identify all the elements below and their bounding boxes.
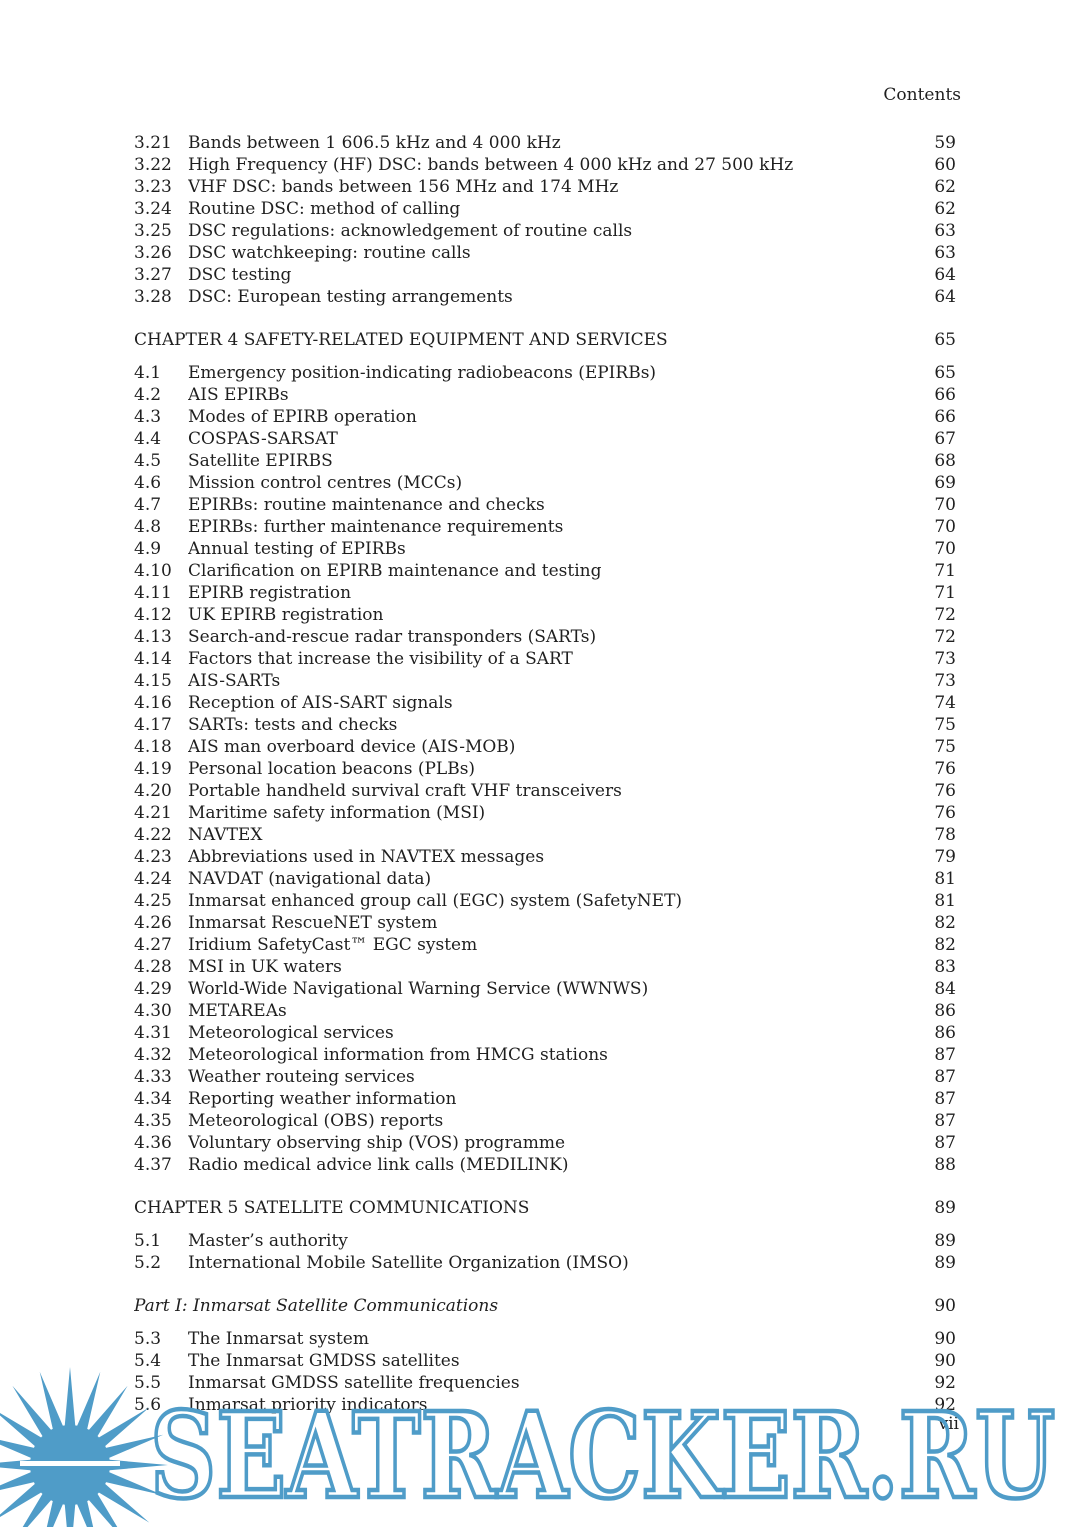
- chapter-heading: [134, 329, 956, 351]
- section-number: 3.22: [134, 155, 172, 175]
- chapter-heading: [134, 1197, 956, 1219]
- page-ref: 92: [934, 1395, 956, 1415]
- section-number: 4.29: [134, 979, 172, 999]
- toc-entry: [134, 912, 956, 934]
- section-title: DSC regulations: acknowledgement of routine calls: [188, 221, 633, 241]
- toc-entry: [134, 780, 956, 802]
- section-title: International Mobile Satellite Organization (IMSO): [188, 1253, 629, 1273]
- toc-entry: [134, 198, 956, 220]
- page-ref: 70: [934, 539, 956, 559]
- page-ref: 76: [934, 803, 956, 823]
- page-ref: 59: [934, 133, 956, 153]
- page-ref: 92: [934, 1373, 956, 1393]
- section-title: AIS EPIRBs: [188, 385, 289, 405]
- toc-entry: [134, 264, 956, 286]
- section-title: Radio medical advice link calls (MEDILINK): [188, 1155, 569, 1175]
- section-number: 4.24: [134, 869, 172, 889]
- section-number: 4.11: [134, 583, 172, 603]
- section-title: Inmarsat GMDSS satellite frequencies: [188, 1373, 520, 1393]
- section-number: 3.28: [134, 287, 172, 307]
- section-number: 4.3: [134, 407, 162, 427]
- sunburst-icon: [0, 1367, 168, 1527]
- section-number: 4.12: [134, 605, 172, 625]
- page-ref: 72: [934, 605, 956, 625]
- section-number: 4.17: [134, 715, 172, 735]
- section-number: 4.32: [134, 1045, 172, 1065]
- toc-entry: [134, 670, 956, 692]
- section-number: 4.16: [134, 693, 172, 713]
- toc-entry: [134, 384, 956, 406]
- section-number: 3.24: [134, 199, 172, 219]
- section-number: 4.10: [134, 561, 172, 581]
- section-title: Portable handheld survival craft VHF transceivers: [188, 781, 622, 801]
- section-title: Maritime safety information (MSI): [188, 803, 486, 823]
- section-number: 3.21: [134, 133, 172, 153]
- section-number: 4.7: [134, 495, 162, 515]
- page-ref: 81: [934, 869, 956, 889]
- toc-entry: [134, 286, 956, 308]
- section-title: Inmarsat RescueNET system: [188, 913, 438, 933]
- page-ref: 63: [934, 221, 956, 241]
- section-number: 4.23: [134, 847, 172, 867]
- section-title: Modes of EPIRB operation: [188, 407, 417, 427]
- toc-entry: [134, 472, 956, 494]
- section-title: Personal location beacons (PLBs): [188, 759, 476, 779]
- toc-entry: [134, 176, 956, 198]
- section-number: 4.37: [134, 1155, 172, 1175]
- page-ref: 70: [934, 495, 956, 515]
- page-ref: 82: [934, 935, 956, 955]
- section-title: DSC testing: [188, 265, 292, 285]
- toc-entry: [134, 1000, 956, 1022]
- section-title: Weather routeing services: [188, 1067, 415, 1087]
- toc-entry: [134, 582, 956, 604]
- section-title: DSC watchkeeping: routine calls: [188, 243, 471, 263]
- toc-entry: [134, 714, 956, 736]
- section-number: 4.14: [134, 649, 172, 669]
- section-number: 4.4: [134, 429, 162, 449]
- page-ref: 87: [934, 1045, 956, 1065]
- toc-entry: [134, 450, 956, 472]
- toc-entry: [134, 1110, 956, 1132]
- section-title: Voluntary observing ship (VOS) programme: [188, 1133, 566, 1153]
- section-title: MSI in UK waters: [188, 957, 342, 977]
- toc-entry: [134, 1132, 956, 1154]
- section-title: Meteorological services: [188, 1023, 394, 1043]
- section-title: Reception of AIS-SART signals: [188, 693, 453, 713]
- section-title: Emergency position-indicating radiobeacons (EPIRBs): [188, 363, 657, 383]
- section-title: Satellite EPIRBS: [188, 451, 333, 471]
- page-ref: 88: [934, 1155, 956, 1175]
- section-title: NAVTEX: [188, 825, 263, 845]
- section-title: Iridium SafetyCast™ EGC system: [188, 935, 478, 955]
- toc-entry: [134, 956, 956, 978]
- section-number: 4.19: [134, 759, 172, 779]
- toc-entry: [134, 758, 956, 780]
- section-title: Meteorological (OBS) reports: [188, 1111, 444, 1131]
- page-ref: 68: [934, 451, 956, 471]
- sunburst-horizon: [20, 1461, 120, 1466]
- section-number: 3.25: [134, 221, 172, 241]
- section-title: Meteorological information from HMCG stations: [188, 1045, 608, 1065]
- page-ref: 82: [934, 913, 956, 933]
- section-number: 4.31: [134, 1023, 172, 1043]
- page-ref: 81: [934, 891, 956, 911]
- section-title: Inmarsat enhanced group call (EGC) system (SafetyNET): [188, 891, 683, 911]
- page-ref: 90: [934, 1351, 956, 1371]
- toc-entry: [134, 1022, 956, 1044]
- watermark-text: SEATRACKER.RU: [150, 1386, 1055, 1525]
- section-number: 4.1: [134, 363, 162, 383]
- toc-entry: [134, 1088, 956, 1110]
- page-ref: 89: [934, 1198, 956, 1218]
- running-head: Contents: [883, 85, 961, 105]
- section-number: 5.6: [134, 1395, 162, 1415]
- section-title: VHF DSC: bands between 156 MHz and 174 MHz: [188, 177, 619, 197]
- page-ref: 71: [934, 583, 956, 603]
- toc-entry: [134, 648, 956, 670]
- section-title: COSPAS-SARSAT: [188, 429, 338, 449]
- page-ref: 87: [934, 1111, 956, 1131]
- toc-entry: [134, 1044, 956, 1066]
- page-ref: 67: [934, 429, 956, 449]
- section-title: Factors that increase the visibility of a SART: [188, 649, 573, 669]
- section-number: 4.6: [134, 473, 162, 493]
- toc-entry: [134, 242, 956, 264]
- toc-entry: [134, 154, 956, 176]
- section-title: EPIRB registration: [188, 583, 352, 603]
- toc-entry: [134, 428, 956, 450]
- toc-entry: [134, 220, 956, 242]
- page-ref: 86: [934, 1023, 956, 1043]
- page-ref: 87: [934, 1133, 956, 1153]
- page-ref: 72: [934, 627, 956, 647]
- section-title: Master’s authority: [188, 1231, 348, 1251]
- page-number: vii: [938, 1414, 959, 1434]
- page-ref: 74: [934, 693, 956, 713]
- heading-title: Part I: Inmarsat Satellite Communications: [134, 1296, 499, 1316]
- toc-entry: [134, 626, 956, 648]
- section-title: DSC: European testing arrangements: [188, 287, 513, 307]
- section-number: 5.1: [134, 1231, 162, 1251]
- section-title: The Inmarsat GMDSS satellites: [188, 1351, 460, 1371]
- section-title: AIS man overboard device (AIS-MOB): [188, 737, 516, 757]
- section-title: EPIRBs: routine maintenance and checks: [188, 495, 545, 515]
- section-title: Reporting weather information: [188, 1089, 457, 1109]
- page-ref: 83: [934, 957, 956, 977]
- page-ref: 69: [934, 473, 956, 493]
- section-number: 4.34: [134, 1089, 172, 1109]
- table-of-contents: [134, 132, 956, 1416]
- section-number: 4.25: [134, 891, 172, 911]
- section-title: Bands between 1 606.5 kHz and 4 000 kHz: [188, 133, 561, 153]
- page-ref: 75: [934, 737, 956, 757]
- section-title: Abbreviations used in NAVTEX messages: [188, 847, 545, 867]
- section-number: 4.20: [134, 781, 172, 801]
- section-number: 4.30: [134, 1001, 172, 1021]
- page-ref: 63: [934, 243, 956, 263]
- toc-entry: [134, 560, 956, 582]
- section-number: 4.35: [134, 1111, 172, 1131]
- section-title: UK EPIRB registration: [188, 605, 384, 625]
- section-title: Clarification on EPIRB maintenance and testing: [188, 561, 602, 581]
- page-ref: 65: [934, 363, 956, 383]
- section-number: 4.33: [134, 1067, 172, 1087]
- section-title: EPIRBs: further maintenance requirements: [188, 517, 564, 537]
- page-ref: 64: [934, 287, 956, 307]
- page-ref: 78: [934, 825, 956, 845]
- section-title: Annual testing of EPIRBs: [188, 539, 406, 559]
- page-ref: 71: [934, 561, 956, 581]
- toc-entry: [134, 362, 956, 384]
- toc-entry: [134, 1230, 956, 1252]
- page-ref: 66: [934, 385, 956, 405]
- section-number: 5.2: [134, 1253, 162, 1273]
- section-title: Search-and-rescue radar transponders (SARTs): [188, 627, 597, 647]
- section-title: High Frequency (HF) DSC: bands between 4 000 kHz and 27 500 kHz: [188, 155, 794, 175]
- page-ref: 86: [934, 1001, 956, 1021]
- section-number: 4.22: [134, 825, 172, 845]
- page-ref: 60: [934, 155, 956, 175]
- page-ref: 65: [934, 330, 956, 350]
- section-number: 3.27: [134, 265, 172, 285]
- section-title: NAVDAT (navigational data): [188, 869, 432, 889]
- section-number: 4.21: [134, 803, 172, 823]
- heading-title: CHAPTER 5 SATELLITE COMMUNICATIONS: [134, 1198, 530, 1218]
- section-number: 4.9: [134, 539, 162, 559]
- section-number: 4.18: [134, 737, 172, 757]
- toc-entry: [134, 1252, 956, 1274]
- toc-entry: [134, 516, 956, 538]
- page-ref: 70: [934, 517, 956, 537]
- part-heading: [134, 1295, 956, 1317]
- page-ref: 89: [934, 1253, 956, 1273]
- toc-entry: [134, 934, 956, 956]
- toc-entry: [134, 736, 956, 758]
- toc-entry: [134, 132, 956, 154]
- page-ref: 73: [934, 649, 956, 669]
- heading-title: CHAPTER 4 SAFETY-RELATED EQUIPMENT AND SERVICES: [134, 330, 668, 350]
- page-ref: 87: [934, 1067, 956, 1087]
- toc-entry: [134, 802, 956, 824]
- section-number: 4.8: [134, 517, 162, 537]
- section-title: METAREAs: [188, 1001, 287, 1021]
- section-title: SARTs: tests and checks: [188, 715, 398, 735]
- toc-entry: [134, 406, 956, 428]
- section-number: 5.5: [134, 1373, 162, 1393]
- page-ref: 84: [934, 979, 956, 999]
- page-ref: 90: [934, 1329, 956, 1349]
- section-title: AIS-SARTs: [188, 671, 281, 691]
- page-ref: 76: [934, 781, 956, 801]
- watermark-logo: [0, 1355, 1080, 1527]
- page-ref: 73: [934, 671, 956, 691]
- page-ref: 66: [934, 407, 956, 427]
- page-ref: 79: [934, 847, 956, 867]
- section-number: 4.36: [134, 1133, 172, 1153]
- section-number: 3.23: [134, 177, 172, 197]
- toc-entry: [134, 824, 956, 846]
- toc-entry: [134, 978, 956, 1000]
- section-number: 5.3: [134, 1329, 162, 1349]
- toc-entry: [134, 604, 956, 626]
- toc-entry: [134, 1154, 956, 1176]
- section-number: 5.4: [134, 1351, 162, 1371]
- page-ref: 87: [934, 1089, 956, 1109]
- toc-entry: [134, 846, 956, 868]
- section-number: 4.13: [134, 627, 172, 647]
- section-number: 4.5: [134, 451, 162, 471]
- page-ref: 89: [934, 1231, 956, 1251]
- section-title: World-Wide Navigational Warning Service (WWNWS): [188, 979, 649, 999]
- section-number: 3.26: [134, 243, 172, 263]
- page-ref: 76: [934, 759, 956, 779]
- section-number: 4.26: [134, 913, 172, 933]
- section-number: 4.27: [134, 935, 172, 955]
- toc-entry: [134, 538, 956, 560]
- toc-entry: [134, 890, 956, 912]
- section-title: Mission control centres (MCCs): [188, 473, 463, 493]
- toc-entry: [134, 868, 956, 890]
- section-number: 4.28: [134, 957, 172, 977]
- section-title: Inmarsat priority indicators: [188, 1395, 428, 1415]
- page-ref: 62: [934, 199, 956, 219]
- section-number: 4.15: [134, 671, 172, 691]
- toc-entry: [134, 494, 956, 516]
- page-ref: 90: [934, 1296, 956, 1316]
- page-ref: 75: [934, 715, 956, 735]
- toc-entry: [134, 1066, 956, 1088]
- section-number: 4.2: [134, 385, 162, 405]
- page-ref: 64: [934, 265, 956, 285]
- section-title: Routine DSC: method of calling: [188, 199, 461, 219]
- toc-entry: [134, 1328, 956, 1350]
- section-title: The Inmarsat system: [188, 1329, 369, 1349]
- toc-entry: [134, 692, 956, 714]
- page-ref: 62: [934, 177, 956, 197]
